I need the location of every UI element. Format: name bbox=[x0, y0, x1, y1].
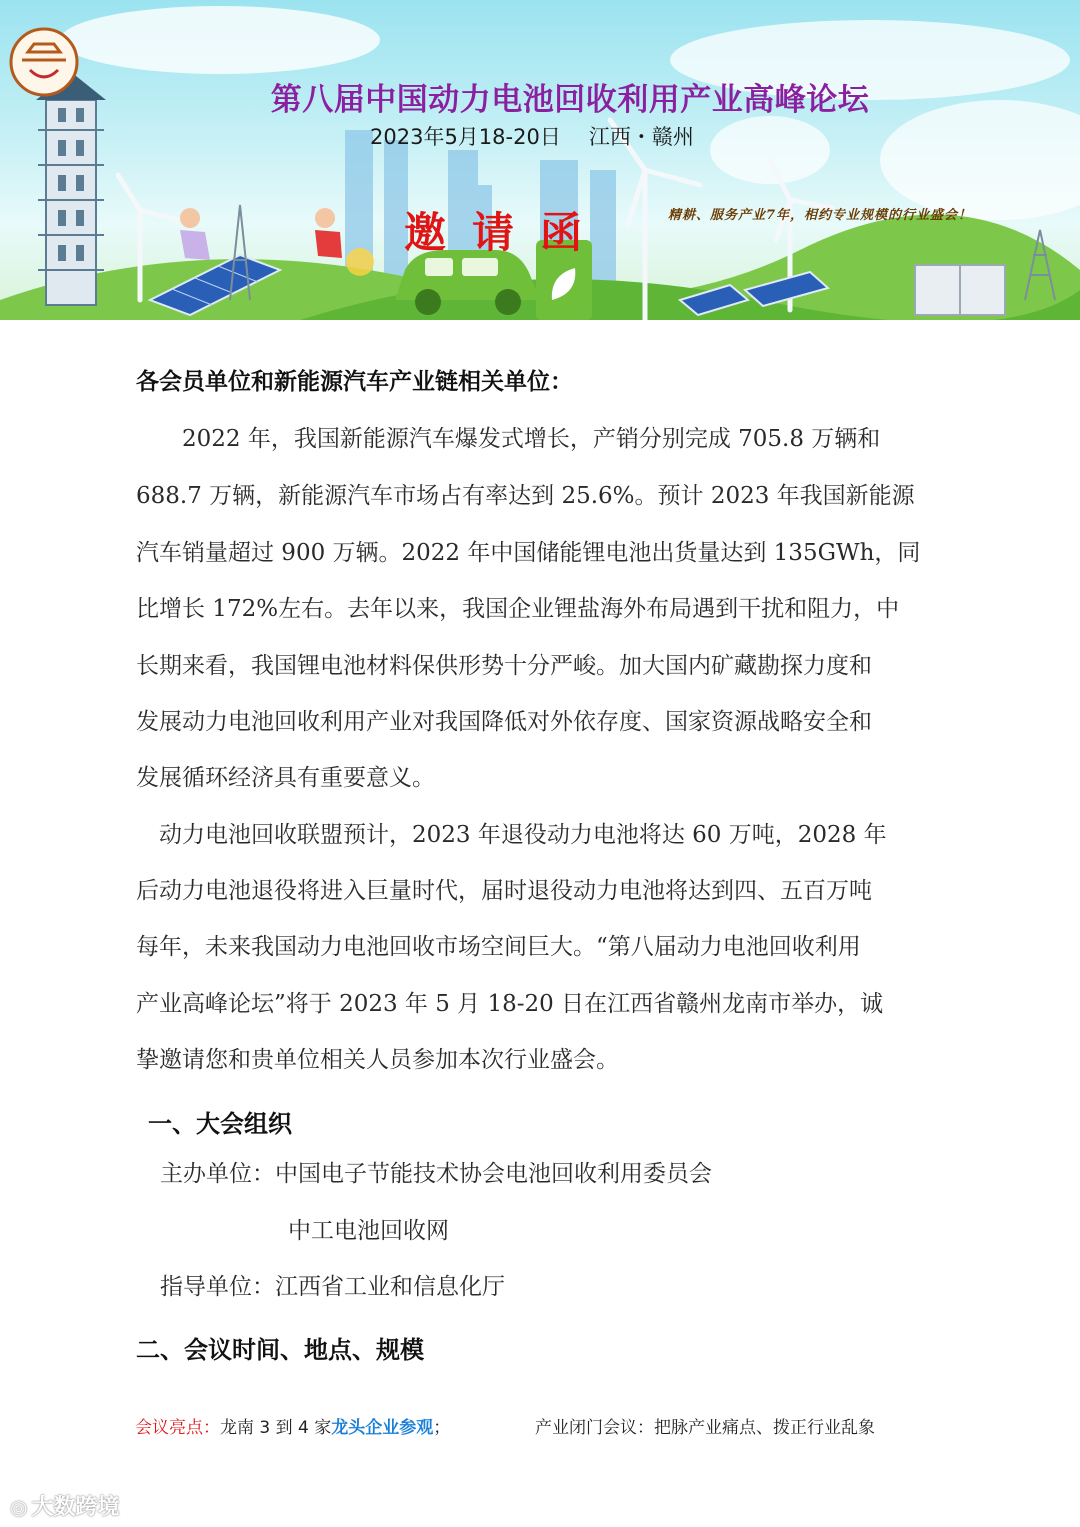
guide-label: 指导单位： bbox=[160, 1274, 275, 1300]
highlights-label: 会议亮点： bbox=[135, 1418, 220, 1438]
paragraph-line: 挚邀请您和贵单位相关人员参加本次行业盛会。 bbox=[136, 1047, 619, 1073]
paragraph-line: 比增长 172%左右。去年以来，我国企业锂盐海外布局遇到干扰和阻力，中 bbox=[136, 596, 900, 622]
paragraph-line: 长期来看，我国锂电池材料保供形势十分严峻。加大国内矿藏勘探力度和 bbox=[136, 653, 872, 679]
event-date: 2023年5月18-20日 bbox=[370, 125, 561, 149]
organizer-label: 主办单位： bbox=[160, 1161, 275, 1187]
paragraph-line: 汽车销量超过 900 万辆。2022 年中国储能锂电池出货量达到 135GWh，同 bbox=[136, 540, 921, 566]
paragraph-line: 2022 年，我国新能源汽车爆发式增长，产销分别完成 705.8 万辆和 bbox=[136, 426, 881, 452]
slogan-text: 精耕、服务产业7年，相约专业规模的行业盛会！ bbox=[668, 208, 973, 223]
event-location: 江西・赣州 bbox=[588, 125, 694, 149]
section-heading-time-place: 二、会议时间、地点、规模 bbox=[136, 1335, 424, 1364]
highlights-sep: ； bbox=[433, 1418, 451, 1438]
highlights-row bbox=[135, 1413, 450, 1438]
organizer-row bbox=[160, 1160, 712, 1188]
paragraph-line: 产业高峰论坛”将于 2023 年 5 月 18-20 日在江西省赣州龙南市举办，诚 bbox=[136, 991, 884, 1017]
highlights-text: 龙南 3 到 4 家 bbox=[220, 1418, 332, 1438]
weibo-icon: ◎ bbox=[10, 1495, 28, 1519]
salutation: 各会员单位和新能源汽车产业链相关单位： bbox=[136, 368, 573, 395]
watermark-text: 大数跨境 bbox=[31, 1495, 120, 1520]
paragraph-line: 动力电池回收联盟预计，2023 年退役动力电池将达 60 万吨，2028 年 bbox=[136, 822, 887, 848]
event-date-location bbox=[370, 121, 694, 151]
paragraph-line: 后动力电池退役将进入巨量时代，届时退役动力电池将达到四、五百万吨 bbox=[136, 878, 872, 904]
invitation-heading: 邀请函 bbox=[404, 208, 609, 257]
header-banner bbox=[0, 0, 1080, 320]
paragraph-line: 发展动力电池回收利用产业对我国降低对外依存度、国家资源战略安全和 bbox=[136, 709, 872, 735]
guide-value: 江西省工业和信息化厅 bbox=[275, 1274, 505, 1300]
page-title: 第八届中国动力电池回收利用产业高峰论坛 bbox=[270, 82, 870, 118]
watermark bbox=[10, 1490, 119, 1521]
highlights-link: 龙头企业参观 bbox=[331, 1418, 434, 1438]
organizer-value-2: 中工电池回收网 bbox=[288, 1218, 449, 1244]
paragraph-line: 发展循环经济具有重要意义。 bbox=[136, 765, 435, 791]
paragraph-line: 688.7 万辆，新能源汽车市场占有率达到 25.6%。预计 2023 年我国新能源 bbox=[136, 483, 915, 509]
section-heading-organization: 一、大会组织 bbox=[148, 1109, 292, 1138]
paragraph-line: 每年，未来我国动力电池回收市场空间巨大。“第八届动力电池回收利用 bbox=[136, 934, 861, 960]
closed-meeting-text: 产业闭门会议：把脉产业痛点、拨正行业乱象 bbox=[535, 1418, 875, 1438]
organizer-value: 中国电子节能技术协会电池回收利用委员会 bbox=[275, 1161, 712, 1187]
banner-illustration bbox=[0, 0, 1080, 320]
guide-row bbox=[160, 1273, 505, 1301]
